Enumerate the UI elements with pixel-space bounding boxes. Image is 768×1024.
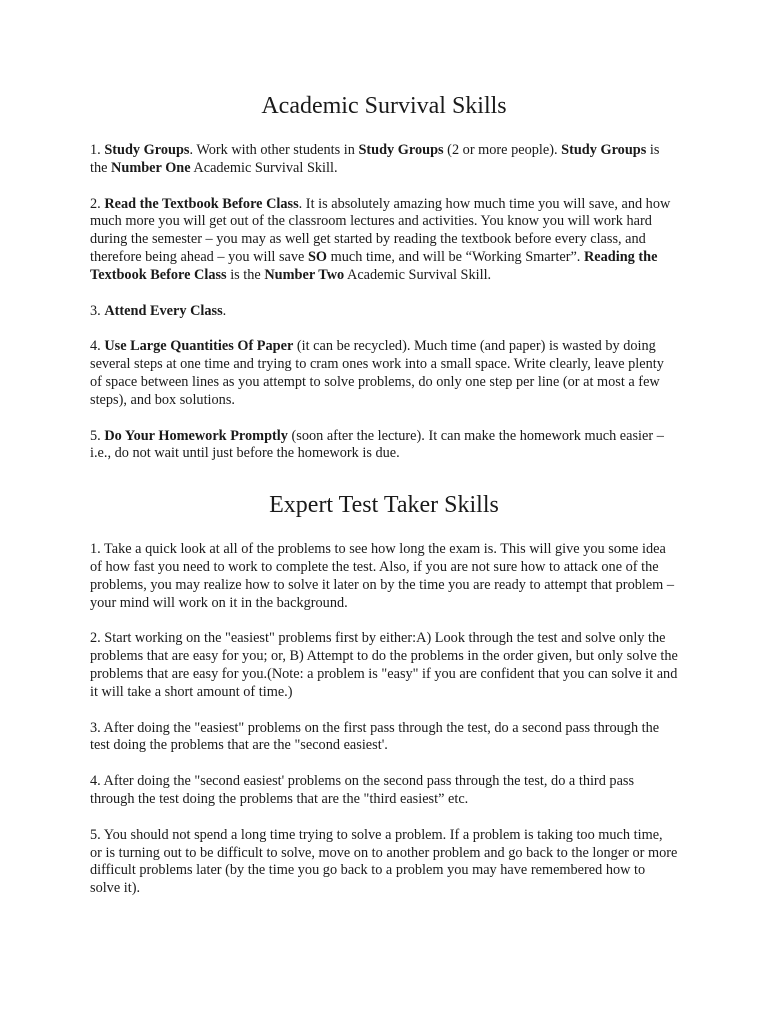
test-skill-3: 3. After doing the "easiest" problems on the first pass through the test, do a second pass through the test doing the problems that are the "second easiest'. — [90, 719, 660, 754]
section-title-academic-survival-skills: Academic Survival Skills — [261, 93, 507, 119]
test-skill-2: 2. Start working on the "easiest" problems first by either:A) Look through the test and solve only the problems that are easy for you; or, B) Attempt to do the problems in the order given, but only solve the problems that are easy for you.(Note: a problem is "easy" if you are confident that you can solve it and it will take a short amount of time.) — [90, 630, 678, 700]
test-skill-4: 4. After doing the "second easiest' problems on the second pass through the test, do a third pass through the test doing the problems that are the "third easiest” etc. — [90, 773, 635, 807]
academic-skill-1: 1. Study Groups. Work with other students in Study Groups (2 or more people). Study Groups is the Number One Academic Survival Skill. — [90, 142, 660, 176]
academic-skill-2: 2. Read the Textbook Before Class. It is absolutely amazing how much time you will save, and how much more you will get out of the classroom lectures and activities. You know you will work hard during the semester – you may as well get started by reading the textbook before every class, and therefore being ahead – you will save SO much time, and will be “Working Smarter”. Reading the Textbook Before Class is the Number Two Academic Survival Skill. — [90, 195, 671, 283]
academic-skill-4: 4. Use Large Quantities Of Paper (it can be recycled). Much time (and paper) is wasted by doing several steps at one time and trying to cram ones work into a small space. Write clearly, leave plenty of space between lines as you attempt to solve problems, do only one step per line (or at most a few steps), and box solutions. — [90, 338, 664, 408]
test-skill-5: 5. You should not spend a long time trying to solve a problem. If a problem is taking too much time, or is turning out to be difficult to solve, move on to another problem and go back to the longer or more difficult problems later (by the time you go back to a problem you may have remembered how to solve it). — [90, 826, 678, 897]
academic-skill-3: 3. Attend Every Class. — [90, 302, 227, 319]
section-title-expert-test-taker-skills: Expert Test Taker Skills — [269, 492, 499, 519]
academic-skill-5: 5. Do Your Homework Promptly (soon after the lecture). It can make the homework much easier – i.e., do not wait until just before the homework is due. — [90, 427, 664, 462]
test-skill-1: 1. Take a quick look at all of the problems to see how long the exam is. This will give you some idea of how fast you need to work to complete the test. Also, if you are not sure how to attack one of the problems, you may realize how to solve it later on by the time you are ready to attempt that problem – your mind will work on it in the background. — [90, 541, 675, 611]
